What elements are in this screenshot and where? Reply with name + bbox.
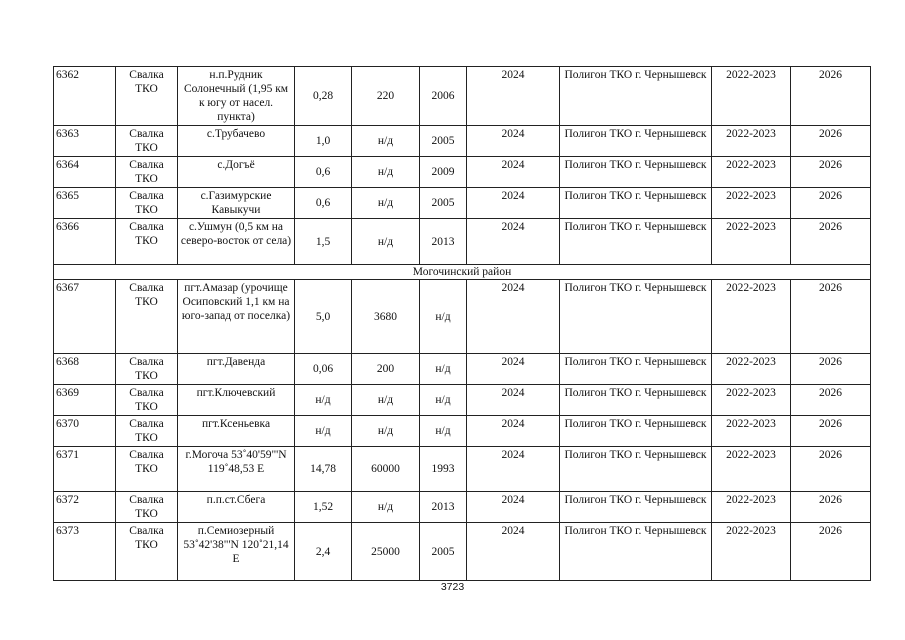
cell-number: 6362 [54,67,116,126]
cell-number: 6372 [54,492,116,523]
cell-end-year: 2026 [791,447,871,492]
table-row [54,280,871,354]
cell-period: 2022-2023 [712,492,791,523]
cell-location: пгт.Амазар (урочище Осиповский 1,1 км на юго-запад от поселка) [178,280,295,354]
cell-period: 2022-2023 [712,157,791,188]
cell-area: 2,4 [295,523,352,581]
cell-planned-year: 2024 [467,280,560,354]
table-row [54,67,871,126]
cell-target-polygon: Полигон ТКО г. Чернышевск [560,280,712,354]
cell-area: 0,28 [295,67,352,126]
cell-year: 2013 [420,492,467,523]
cell-object-type: Свалка ТКО [116,280,178,354]
cell-location: н.п.Рудник Солонечный (1,95 км к югу от насел. пункта) [178,67,295,126]
cell-planned-year: 2024 [467,523,560,581]
district-header-row [54,265,871,280]
cell-target-polygon: Полигон ТКО г. Чернышевск [560,126,712,157]
cell-year: н/д [420,385,467,416]
landfill-register-table [53,66,871,581]
cell-object-type: Свалка ТКО [116,523,178,581]
table-body-district-header [54,265,871,280]
cell-target-polygon: Полигон ТКО г. Чернышевск [560,447,712,492]
cell-number: 6369 [54,385,116,416]
cell-planned-year: 2024 [467,219,560,265]
table-row [54,188,871,219]
cell-object-type: Свалка ТКО [116,67,178,126]
table-row [54,126,871,157]
cell-end-year: 2026 [791,67,871,126]
cell-target-polygon: Полигон ТКО г. Чернышевск [560,188,712,219]
cell-period: 2022-2023 [712,219,791,265]
cell-location: п.п.ст.Сбега [178,492,295,523]
table-body-mogochinsky [54,280,871,581]
cell-period: 2022-2023 [712,126,791,157]
cell-volume: н/д [352,126,420,157]
cell-end-year: 2026 [791,354,871,385]
cell-planned-year: 2024 [467,492,560,523]
cell-volume: н/д [352,157,420,188]
cell-object-type: Свалка ТКО [116,219,178,265]
table-body-chernyshevsky [54,67,871,265]
cell-location: пгт.Ксеньевка [178,416,295,447]
cell-target-polygon: Полигон ТКО г. Чернышевск [560,157,712,188]
cell-end-year: 2026 [791,523,871,581]
cell-period: 2022-2023 [712,447,791,492]
cell-planned-year: 2024 [467,447,560,492]
cell-volume: 25000 [352,523,420,581]
cell-target-polygon: Полигон ТКО г. Чернышевск [560,492,712,523]
cell-object-type: Свалка ТКО [116,416,178,447]
cell-area: 0,6 [295,188,352,219]
cell-year: 2005 [420,523,467,581]
cell-volume: н/д [352,219,420,265]
cell-area: н/д [295,416,352,447]
cell-planned-year: 2024 [467,354,560,385]
cell-planned-year: 2024 [467,126,560,157]
cell-target-polygon: Полигон ТКО г. Чернышевск [560,354,712,385]
cell-area: 1,0 [295,126,352,157]
table-row [54,219,871,265]
cell-period: 2022-2023 [712,385,791,416]
cell-period: 2022-2023 [712,416,791,447]
cell-period: 2022-2023 [712,354,791,385]
table-row [54,447,871,492]
cell-target-polygon: Полигон ТКО г. Чернышевск [560,219,712,265]
cell-target-polygon: Полигон ТКО г. Чернышевск [560,523,712,581]
cell-object-type: Свалка ТКО [116,188,178,219]
cell-end-year: 2026 [791,219,871,265]
cell-area: 1,5 [295,219,352,265]
cell-end-year: 2026 [791,416,871,447]
cell-object-type: Свалка ТКО [116,126,178,157]
cell-object-type: Свалка ТКО [116,385,178,416]
table-row [54,385,871,416]
cell-volume: н/д [352,416,420,447]
cell-year: 1993 [420,447,467,492]
cell-planned-year: 2024 [467,416,560,447]
cell-year: н/д [420,280,467,354]
cell-end-year: 2026 [791,126,871,157]
table-row [54,157,871,188]
cell-target-polygon: Полигон ТКО г. Чернышевск [560,385,712,416]
district-name: Могочинский район [54,265,871,280]
cell-year: н/д [420,354,467,385]
cell-volume: н/д [352,188,420,219]
cell-period: 2022-2023 [712,280,791,354]
cell-object-type: Свалка ТКО [116,492,178,523]
cell-year: 2005 [420,188,467,219]
cell-period: 2022-2023 [712,67,791,126]
cell-end-year: 2026 [791,188,871,219]
cell-period: 2022-2023 [712,188,791,219]
table-row [54,416,871,447]
cell-area: 5,0 [295,280,352,354]
table-row [54,523,871,581]
cell-number: 6370 [54,416,116,447]
cell-location: с.Ушмун (0,5 км на северо-восток от села) [178,219,295,265]
cell-planned-year: 2024 [467,67,560,126]
cell-number: 6368 [54,354,116,385]
cell-number: 6373 [54,523,116,581]
cell-year: 2013 [420,219,467,265]
cell-volume: 220 [352,67,420,126]
cell-object-type: Свалка ТКО [116,157,178,188]
cell-location: с.Догъё [178,157,295,188]
page-number: 3723 [440,581,465,593]
cell-planned-year: 2024 [467,188,560,219]
cell-object-type: Свалка ТКО [116,447,178,492]
cell-location: с.Газимурские Кавыкучи [178,188,295,219]
cell-end-year: 2026 [791,157,871,188]
cell-year: 2006 [420,67,467,126]
cell-location: пгт.Давенда [178,354,295,385]
cell-volume: н/д [352,385,420,416]
cell-area: 1,52 [295,492,352,523]
cell-volume: н/д [352,492,420,523]
table-row [54,354,871,385]
cell-number: 6365 [54,188,116,219]
cell-volume: 60000 [352,447,420,492]
cell-number: 6371 [54,447,116,492]
cell-number: 6363 [54,126,116,157]
cell-target-polygon: Полигон ТКО г. Чернышевск [560,67,712,126]
cell-location: с.Трубачево [178,126,295,157]
cell-area: 0,6 [295,157,352,188]
cell-area: 0,06 [295,354,352,385]
cell-area: 14,78 [295,447,352,492]
cell-end-year: 2026 [791,492,871,523]
cell-number: 6366 [54,219,116,265]
cell-target-polygon: Полигон ТКО г. Чернышевск [560,416,712,447]
cell-end-year: 2026 [791,385,871,416]
cell-location: пгт.Ключевский [178,385,295,416]
cell-end-year: 2026 [791,280,871,354]
cell-volume: 3680 [352,280,420,354]
cell-volume: 200 [352,354,420,385]
cell-location: г.Могоча 53˚40'59"'N 119˚48,53 E [178,447,295,492]
cell-planned-year: 2024 [467,385,560,416]
cell-area: н/д [295,385,352,416]
cell-period: 2022-2023 [712,523,791,581]
cell-year: 2005 [420,126,467,157]
table-row [54,492,871,523]
cell-object-type: Свалка ТКО [116,354,178,385]
cell-year: 2009 [420,157,467,188]
cell-number: 6364 [54,157,116,188]
cell-year: н/д [420,416,467,447]
cell-planned-year: 2024 [467,157,560,188]
cell-location: п.Семиозерный 53˚42'38"'N 120˚21,14 E [178,523,295,581]
cell-number: 6367 [54,280,116,354]
